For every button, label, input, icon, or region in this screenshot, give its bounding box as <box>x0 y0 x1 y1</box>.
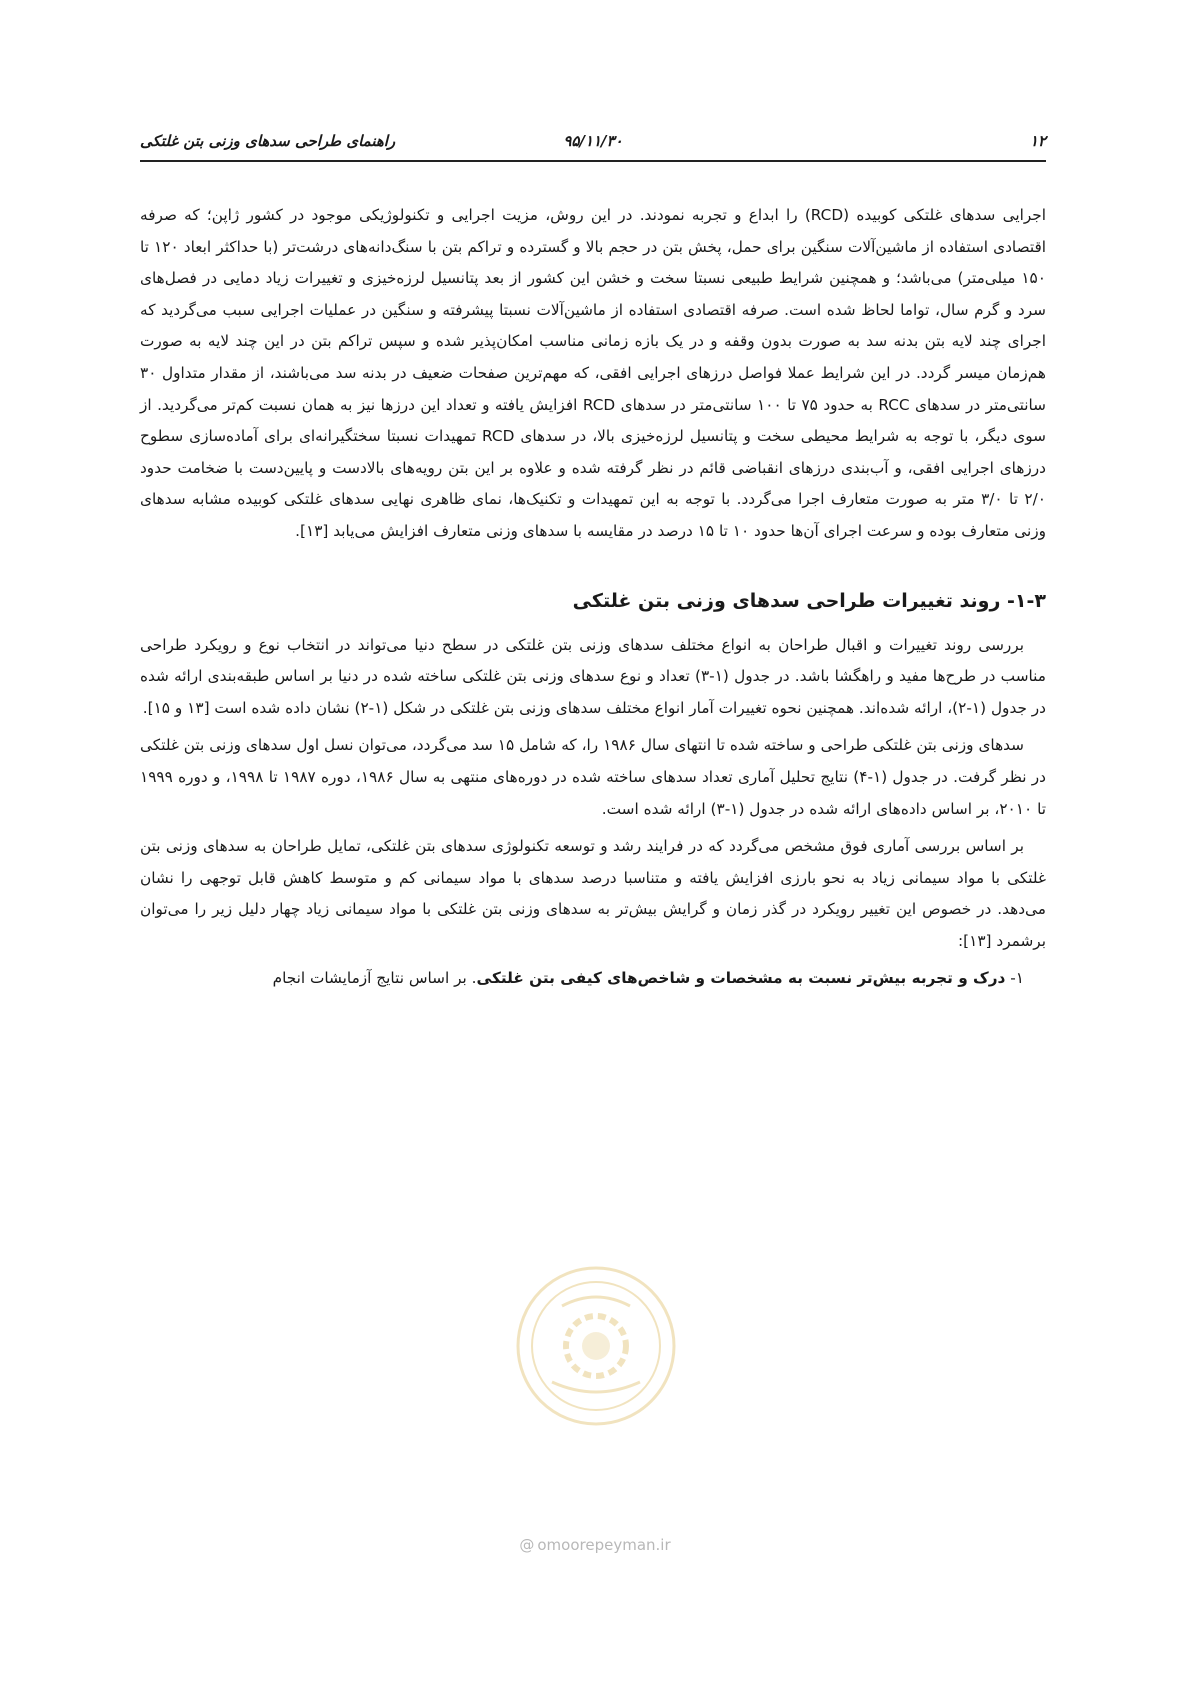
list-item-text: . بر اساس نتایج آزمایشات انجام <box>272 969 477 988</box>
page-number: ۱۲ <box>1029 132 1046 150</box>
paragraph-first-generation: سدهای وزنی بتن غلتکی طراحی و ساخته شده تا انتهای سال ۱۹۸۶ را، که شامل ۱۵ سد می‌گردد، می‌توان نسل اول سدهای وزنی بتن غلتکی در نظر گرفت. در جدول (۱-۴) نتایج تحلیل آماری تعداد سدهای ساخته شده در دوره‌های منتهی به سال ۱۹۸۶، دوره ۱۹۸۷ تا ۱۹۹۸، و دوره ۱۹۹۹ تا ۲۰۱۰، بر اساس داده‌های ارائه شده در جدول (۱-۳) ارائه شده است. <box>140 736 1046 818</box>
section-heading: ۱-۳- روند تغییرات طراحی سدهای وزنی بتن غلتکی <box>572 589 1046 612</box>
header-divider <box>140 160 1046 162</box>
footer-brand-text: omoorepeyman.ir <box>537 1536 671 1554</box>
at-sign-icon: @ <box>519 1536 535 1554</box>
page-body <box>140 200 1046 995</box>
paragraph-trend: بررسی روند تغییرات و اقبال طراحان به انواع مختلف سدهای وزنی بتن غلتکی در سطح دنیا می‌تواند در انتخاب نوع و رویکرد طراحی مناسب در طرح‌ها مفید و راهگشا باشد. در جدول (۱-۳) تعداد و نوع سدهای وزنی بتن غلتکی ساخته شده در دنیا بر اساس طبقه‌بندی ارائه شده در جدول (۱-۲)، ارائه شده‌اند. همچنین نحوه تغییرات آمار انواع مختلف سدهای وزنی بتن غلتکی در شکل (۱-۲) نشان داده شده است [۱۳ و ۱۵]. <box>140 635 1046 717</box>
list-item <box>140 963 1046 995</box>
footer-brand <box>0 1536 1190 1554</box>
watermark-seal-icon <box>512 1262 680 1430</box>
paragraph-rcd: اجرایی سدهای غلتکی کوبیده (RCD) را ابداع و تجربه نمودند. در این روش، مزیت اجرایی و تکنولوژیکی موجود در کشور ژاپن؛ که صرفه اقتصادی استفاده از ماشین‌آلات سنگین برای حمل، پخش بتن در حجم بالا و گسترده و تراکم بتن با سنگ‌دانه‌های درشت‌تر (با حداکثر ابعاد ۱۲۰ تا ۱۵۰ میلی‌متر) می‌باشد؛ و همچنین شرایط طبیعی نسبتا سخت و خشن این کشور از بعد پتانسیل لرزه‌خیزی و تغییرات زیاد دمایی در فصل‌های سرد و گرم سال، تواما لحاظ شده است. صرفه اقتصادی استفاده از ماشین‌آلات نسبتا پیشرفته و سنگین در عملیات اجرایی سبب می‌گردید که اجرای چند لایه بتن بدنه سد به صورت بدون وقفه و در یک بازه زمانی مناسب امکان‌پذیر شده و سپس تراکم بتن در این چند لایه به صورت هم‌زمان میسر گردد. در این شرایط عملا فواصل درزهای اجرایی افقی، که مهم‌ترین صفحات ضعیف در بدنه سد می‌باشند، از مقدار متداول ۳۰ سانتی‌متر در سدهای RCC به حدود ۷۵ تا ۱۰۰ سانتی‌متر در سدهای RCD افزایش یافته و تعداد این درزها نیز به همان نسبت کم‌تر می‌گردید. از سوی دیگر، با توجه به شرایط محیطی سخت و پتانسیل لرزه‌خیزی بالا، در سدهای RCD تمهیدات نسبتا سختگیرانه‌ای برای آماده‌سازی سطوح درزهای اجرایی افقی، و آب‌بندی درزهای انقباضی قائم در نظر گرفته شده و علاوه بر این بتن رویه‌های بالادست و پایین‌دست با ضخامت حدود ۲/۰ تا ۳/۰ متر به صورت متعارف اجرا می‌گردد. با توجه به این تمهیدات و تکنیک‌ها، نمای ظاهری نهایی سدهای غلتکی کوبیده مشابه سدهای وزنی متعارف بوده و سرعت اجرای آن‌ها حدود ۱۰ تا ۱۵ درصد در مقایسه با سدهای وزنی متعارف افزایش می‌یابد [۱۳]. <box>140 206 1047 540</box>
list-item-lead: درک و تجربه بیش‌تر نسبت به مشخصات و شاخص‌های کیفی بتن غلتکی <box>476 969 1006 988</box>
header-title: راهنمای طراحی سدهای وزنی بتن غلتکی <box>140 132 396 150</box>
header-date: ۹۵/۱۱/۳۰ <box>563 132 623 150</box>
page-header <box>140 128 1046 158</box>
paragraph-statistics: بر اساس بررسی آماری فوق مشخص می‌گردد که در فرایند رشد و توسعه تکنولوژی سدهای بتن غلتکی، تمایل طراحان به سدهای وزنی بتن غلتکی با مواد سیمانی زیاد به نحو بارزی افزایش یافته و متناسبا درصد سدهای با مواد سیمانی کم و متوسط کاهش قابل توجهی را نشان می‌دهد. در خصوص این تغییر رویکرد در گذر زمان و گرایش بیش‌تر به سدهای وزنی بتن غلتکی با مواد سیمانی زیاد چهار دلیل زیر را می‌توان برشمرد [۱۳]: <box>140 837 1046 950</box>
list-item-number: ۱- <box>1010 969 1024 988</box>
